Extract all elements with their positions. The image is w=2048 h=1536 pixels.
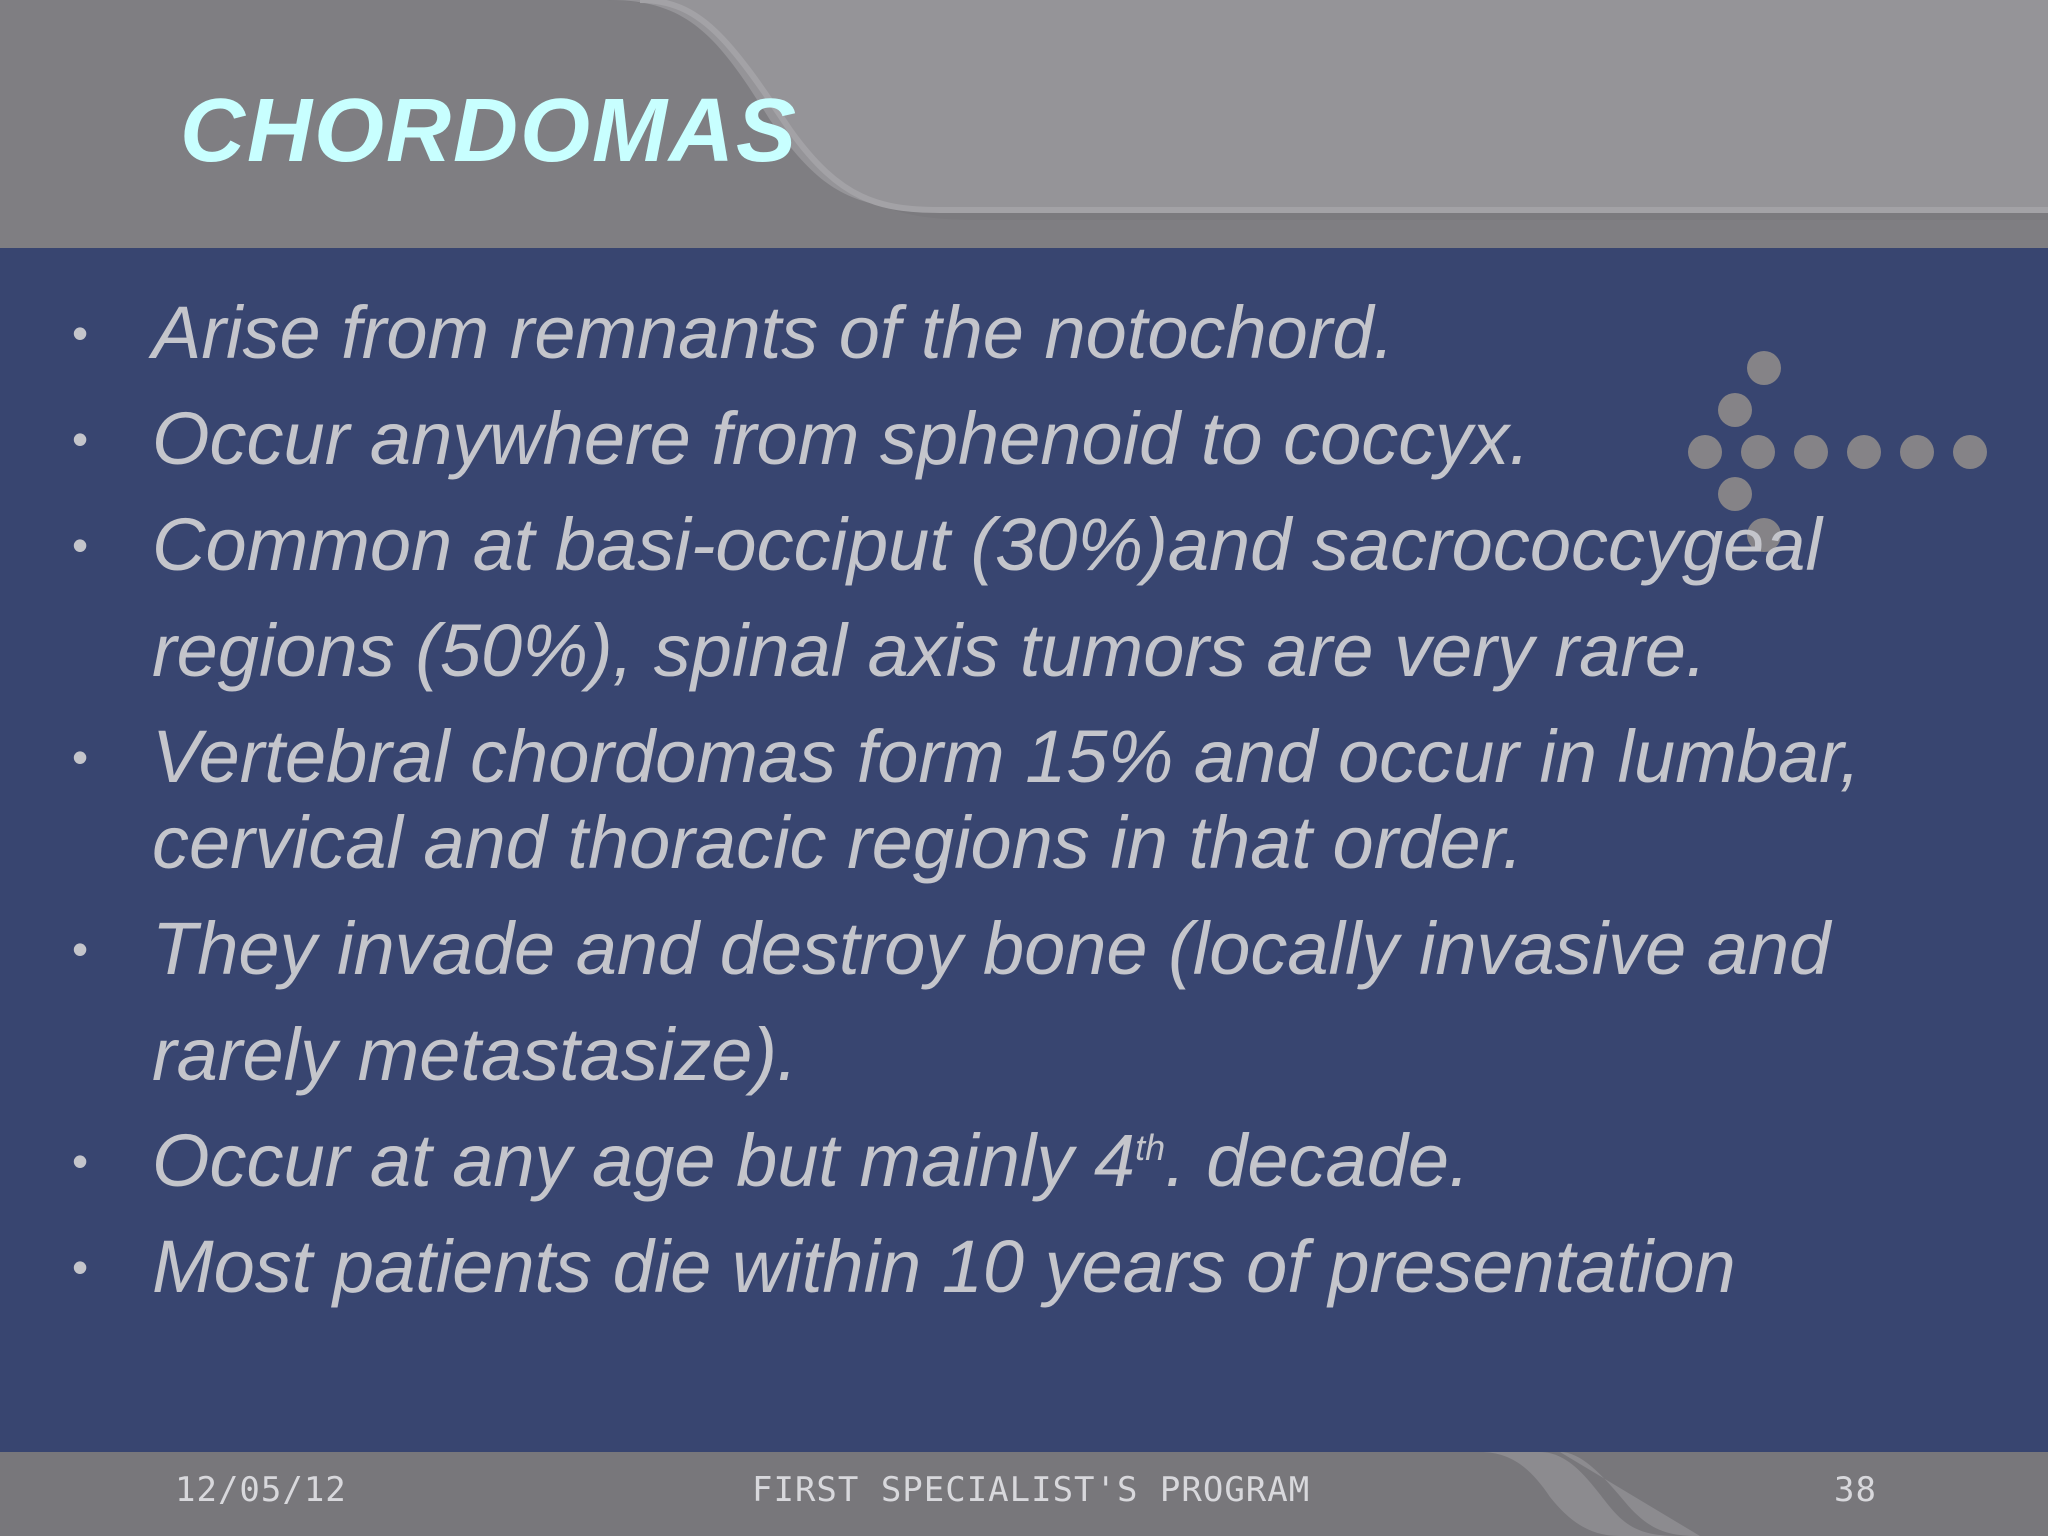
bullet-item [70,1108,2010,1214]
bullet-item [70,896,2010,1108]
bullet-list [70,280,2010,1320]
footer-date: 12/05/12 [175,1470,347,1510]
bullet-text: Common at basi-occiput (30%)and sacrococcygeal regions (50%), spinal axis tumors are very rare. [152,503,1822,692]
bullet-item [70,386,2010,492]
footer-program: FIRST SPECIALIST'S PROGRAM [752,1470,1311,1510]
bullet-marker: • [72,923,89,975]
bullet-text: They invade and destroy bone (locally invasive and rarely metastasize). [152,907,1831,1096]
footer-page-number: 38 [1834,1470,1877,1510]
ordinal-suffix: th [1135,1127,1166,1168]
header-band [0,0,2048,248]
bullet-text-after: . decade. [1165,1119,1470,1202]
bullet-marker: • [72,1135,89,1187]
bullet-item [70,492,2010,704]
bullet-item [70,1214,2010,1320]
bullet-marker: • [72,519,89,571]
bullet-text-before: Occur at any age but mainly 4 [152,1119,1136,1202]
bullet-marker: • [72,307,89,359]
bullet-marker: • [72,1241,89,1293]
bullet-item [70,280,2010,386]
bullet-text: Arise from remnants of the notochord. [152,291,1395,374]
bullet-marker: • [72,731,89,783]
bullet-text: Occur anywhere from sphenoid to coccyx. [152,397,1530,480]
bullet-text: Most patients die within 10 years of presentation [152,1225,1736,1308]
bullet-text [152,1119,1470,1202]
footer-band [0,1452,2048,1536]
bullet-text: Vertebral chordomas form 15% and occur in lumbar, cervical and thoracic regions in that order. [152,715,1861,884]
bullet-item [70,714,2010,886]
slide-title: CHORDOMAS [180,81,798,181]
bullet-marker: • [72,413,89,465]
